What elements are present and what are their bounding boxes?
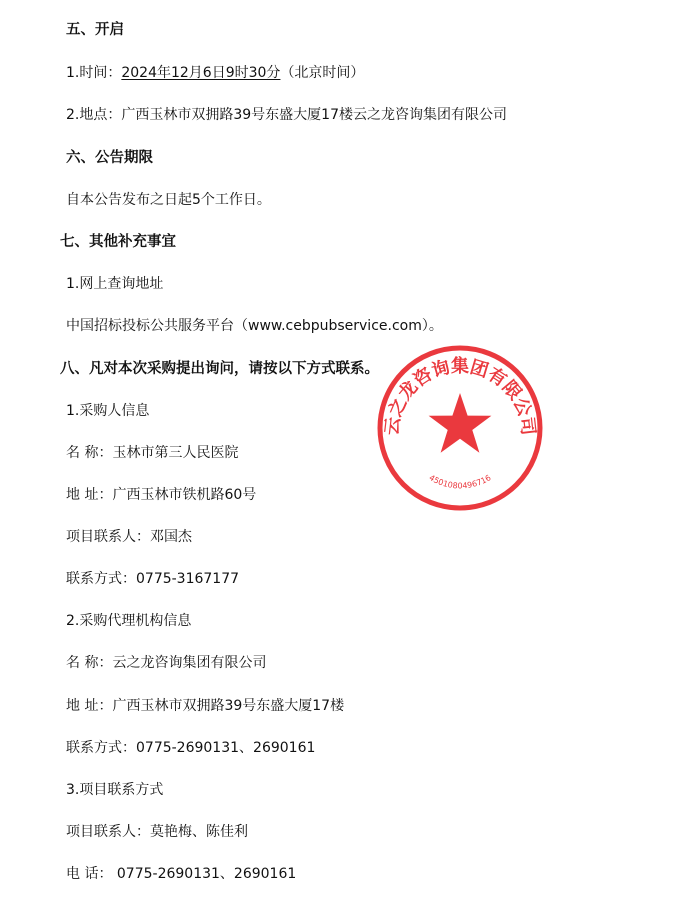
seal-number: 4501080496716 [427, 473, 493, 491]
online-query-title: 1.网上查询地址 [66, 276, 164, 292]
purchaser-contact-method: 联系方式：0775-3167177 [66, 571, 240, 587]
purchaser-name: 名 称：玉林市第三人民医院 [66, 445, 239, 461]
project-contact-person: 项目联系人：莫艳梅、陈佳利 [66, 824, 248, 840]
section-8-heading: 八、凡对本次采购提出询问，请按以下方式联系。 [60, 361, 379, 377]
purchaser-title: 1.采购人信息 [66, 403, 150, 419]
purchaser-contact-person: 项目联系人：邓国杰 [66, 529, 192, 545]
agency-title: 2.采购代理机构信息 [66, 613, 192, 629]
agency-name: 名 称：云之龙咨询集团有限公司 [66, 655, 267, 671]
seal-star-icon [429, 393, 492, 453]
opening-time-suffix: （北京时间） [280, 65, 365, 81]
opening-location: 2.地点：广西玉林市双拥路39号东盛大厦17楼云之龙咨询集团有限公司 [66, 107, 507, 123]
agency-address: 地 址：广西玉林市双拥路39号东盛大厦17楼 [66, 698, 345, 714]
project-phone: 电 话： 0775-2690131、2690161 [66, 866, 297, 882]
opening-time-value: 2024年12月6日9时30分 [121, 65, 281, 81]
project-contact-title: 3.项目联系方式 [66, 782, 164, 798]
opening-time [66, 63, 364, 83]
platform-text: 中国招标投标公共服务平台（www.cebpubservice.com）。 [66, 318, 443, 334]
seal-company-name: 云之龙咨询集团有限公司 [381, 355, 539, 437]
section-5-heading: 五、开启 [66, 22, 124, 38]
section-7-heading: 七、其他补充事宜 [60, 234, 176, 250]
company-seal [375, 343, 545, 513]
agency-contact-method: 联系方式：0775-2690131、2690161 [66, 740, 316, 756]
notice-period-text: 自本公告发布之日起5个工作日。 [66, 192, 271, 208]
purchaser-address: 地 址：广西玉林市铁机路60号 [66, 487, 257, 503]
opening-time-label: 1.时间： [66, 65, 122, 81]
section-6-heading: 六、公告期限 [66, 150, 153, 166]
